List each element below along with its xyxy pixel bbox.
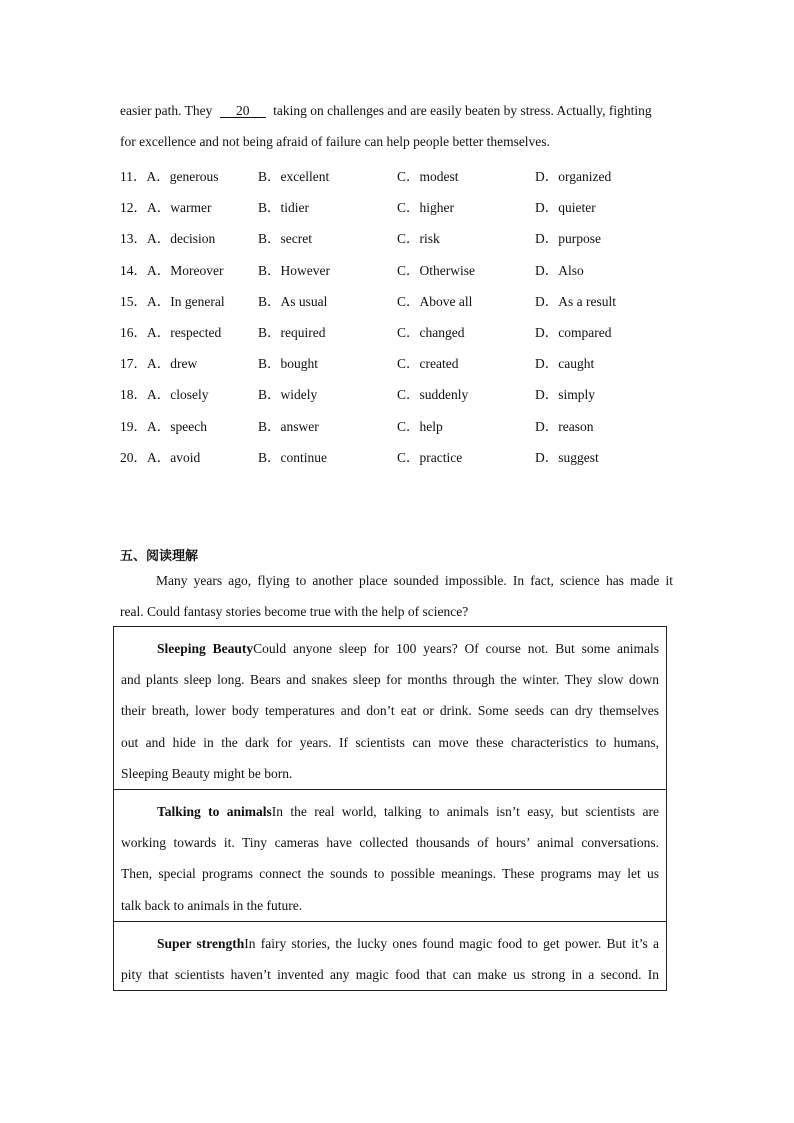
option-b[interactable]: B．As usual	[258, 293, 328, 309]
option-d[interactable]: D．suggest	[535, 449, 599, 465]
option-a[interactable]: 12．A．warmer	[120, 200, 212, 216]
question-row	[120, 196, 680, 216]
option-a[interactable]: 20．A．avoid	[120, 449, 201, 465]
box-first-line: Talking to animalsIn the real world, talking to animals isn’t easy, but scientists are	[157, 803, 659, 819]
option-d[interactable]: D．simply	[535, 387, 596, 403]
cloze-line-2: for excellence and not being afraid of failure can help people better themselves.	[120, 134, 550, 149]
option-b[interactable]: B．bought	[258, 356, 319, 372]
question-row	[120, 290, 680, 310]
box-first-line: Sleeping BeautyCould anyone sleep for 100 years? Of course not. But some animals	[157, 641, 659, 656]
option-b[interactable]: B．tidier	[258, 200, 309, 216]
box-line: working towards it. Tiny cameras have collected thousands of hours’ animal conversations.	[121, 835, 659, 851]
option-b[interactable]: B．answer	[258, 418, 319, 434]
option-c[interactable]: C．modest	[397, 169, 459, 184]
box-talking-to-animals	[114, 790, 666, 922]
option-d[interactable]: D．purpose	[535, 231, 601, 247]
option-a[interactable]: 14．A．Moreover	[120, 262, 224, 278]
option-c[interactable]: C．Above all	[397, 293, 473, 309]
box-line: and plants sleep long. Bears and snakes sleep for months through the winter. They slow down	[121, 672, 659, 688]
question-row	[120, 415, 680, 435]
question-row	[120, 165, 680, 185]
option-c[interactable]: C．created	[397, 356, 459, 372]
option-b[interactable]: B．excellent	[258, 169, 330, 184]
section-title: 五、阅读理解	[120, 549, 199, 564]
box-line: Sleeping Beauty might be born.	[121, 765, 293, 781]
option-c[interactable]: C．suddenly	[397, 387, 469, 403]
option-d[interactable]: D．caught	[535, 356, 595, 372]
option-a[interactable]: 11．A．generous	[120, 169, 219, 184]
option-b[interactable]: B．required	[258, 325, 326, 340]
question-row	[120, 321, 680, 341]
option-c[interactable]: C．changed	[397, 325, 465, 340]
option-d[interactable]: D．organized	[535, 169, 612, 184]
question-row	[120, 227, 680, 247]
box-title: Sleeping Beauty	[157, 641, 254, 656]
option-a[interactable]: 19．A．speech	[120, 418, 207, 434]
intro-line-2: real. Could fantasy stories become true with the help of science?	[120, 604, 469, 619]
box-line: Then, special programs connect the sounds to possible meanings. These programs may let us	[121, 866, 659, 882]
option-d[interactable]: D．quieter	[535, 200, 596, 216]
option-d[interactable]: D．reason	[535, 418, 594, 434]
answer-blank[interactable]: 20	[220, 105, 266, 118]
option-c[interactable]: C．help	[397, 418, 443, 434]
question-row	[120, 352, 680, 372]
option-d[interactable]: D．As a result	[535, 293, 616, 309]
option-c[interactable]: C．risk	[397, 231, 440, 247]
box-title: Talking to animals	[157, 803, 272, 819]
box-line: pity that scientists haven’t invented any magic food that can make us strong in a second. In	[121, 966, 659, 982]
option-a[interactable]: 18．A．closely	[120, 387, 209, 403]
option-a[interactable]: 16．A．respected	[120, 325, 222, 340]
option-c[interactable]: C．practice	[397, 449, 463, 465]
box-line: out and hide in the dark for years. If scientists can move these characteristics to humans,	[121, 734, 659, 750]
question-row	[120, 383, 680, 403]
box-super-strength	[114, 922, 666, 990]
cloze-text: easier path. They	[120, 103, 213, 118]
option-b[interactable]: B．secret	[258, 231, 312, 247]
option-a[interactable]: 17．A．drew	[120, 356, 198, 372]
box-first-line: Super strengthIn fairy stories, the lucky ones found magic food to get power. But it’s a	[157, 935, 660, 951]
option-b[interactable]: B．However	[258, 262, 330, 278]
box-line: their breath, lower body temperatures and don’t eat or drink. Some seeds can dry themselves	[121, 703, 659, 719]
reading-intro	[120, 565, 673, 627]
question-row	[120, 446, 680, 466]
option-b[interactable]: B．continue	[258, 449, 327, 465]
option-c[interactable]: C．higher	[397, 200, 454, 216]
option-d[interactable]: D．compared	[535, 325, 612, 340]
option-a[interactable]: 13．A．decision	[120, 231, 216, 247]
cloze-text: taking on challenges and are easily beaten by stress. Actually, fighting	[273, 103, 652, 118]
reading-box	[113, 626, 667, 991]
question-row	[120, 259, 680, 279]
box-title: Super strength	[157, 935, 245, 951]
box-line: talk back to animals in the future.	[121, 897, 303, 913]
box-sleeping-beauty	[114, 627, 666, 790]
cloze-line-1	[120, 103, 652, 119]
option-c[interactable]: C．Otherwise	[397, 262, 475, 278]
option-a[interactable]: 15．A．In general	[120, 293, 225, 309]
option-b[interactable]: B．widely	[258, 387, 318, 403]
option-d[interactable]: D．Also	[535, 262, 584, 278]
intro-line-1: Many years ago, flying to another place sounded impossible. In fact, science has made it	[156, 573, 673, 588]
